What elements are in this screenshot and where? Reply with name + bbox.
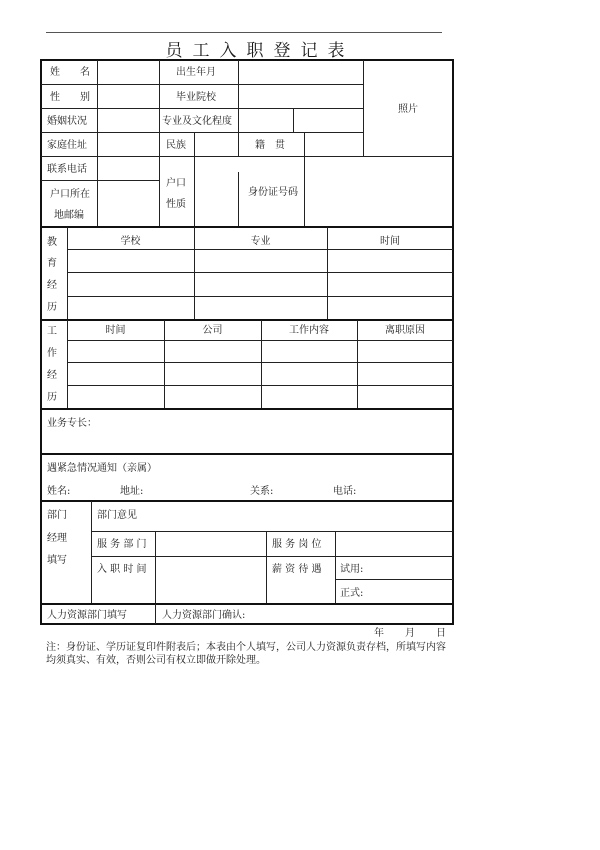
date-month: 月 <box>405 628 415 639</box>
label-school: 毕业院校 <box>176 92 216 103</box>
dept-side-2: 经理 <box>47 533 67 544</box>
edu-side-4: 历 <box>47 302 57 313</box>
row-line <box>91 556 453 557</box>
label-marital: 婚姻状况 <box>47 116 87 127</box>
edu-side-3: 经 <box>47 280 57 291</box>
work-side-2: 作 <box>47 348 57 359</box>
label-gender: 性 别 <box>50 92 90 103</box>
section-line <box>41 408 453 410</box>
emergency-heading: 遇紧急情况通知（亲属） <box>47 463 157 474</box>
row-line <box>41 180 159 181</box>
label-hr-fill: 人力资源部门填写 <box>47 610 127 621</box>
work-header-time: 时间 <box>105 325 126 336</box>
label-photo: 照片 <box>398 104 418 115</box>
col-line <box>293 108 294 132</box>
label-address: 家庭住址 <box>47 140 87 151</box>
section-line <box>41 319 453 321</box>
label-major-level: 专业及文化程度 <box>162 116 232 127</box>
col-line <box>155 604 156 624</box>
col-line <box>238 172 239 226</box>
row-line <box>67 385 453 386</box>
label-trial: 试用: <box>340 564 364 575</box>
section-line <box>41 453 453 455</box>
label-id-number: 身份证号码 <box>248 187 298 198</box>
work-header-content: 工作内容 <box>289 325 329 336</box>
col-line <box>238 60 239 132</box>
col-line <box>304 132 305 226</box>
row-line <box>41 132 363 133</box>
row-line <box>41 156 453 157</box>
emergency-relation-label: 关系: <box>250 486 274 497</box>
dept-side-3: 填写 <box>47 555 67 566</box>
row-line <box>91 531 453 532</box>
label-hukou-1: 户口所在 <box>50 189 90 200</box>
row-line <box>67 272 453 273</box>
label-service-dept: 服 务 部 门 <box>97 539 147 550</box>
label-service-post: 服 务 岗 位 <box>272 539 322 550</box>
row-line <box>41 108 363 109</box>
emergency-address-label: 地址: <box>120 486 144 497</box>
row-line <box>67 362 453 363</box>
label-skills: 业务专长： <box>47 418 97 429</box>
row-line <box>67 249 453 250</box>
row-line <box>335 579 453 580</box>
col-line <box>266 531 267 603</box>
col-line <box>159 60 160 226</box>
label-phone: 联系电话 <box>47 164 87 175</box>
label-native: 籍 贯 <box>255 140 285 151</box>
label-hukou-type-1: 户口 <box>166 178 186 189</box>
emergency-name-label: 姓名: <box>47 486 71 497</box>
header-rule <box>46 32 442 33</box>
col-line <box>194 132 195 226</box>
col-line <box>91 501 92 603</box>
col-line <box>155 531 156 603</box>
label-salary: 薪 资 待 遇 <box>272 564 322 575</box>
col-line <box>335 531 336 603</box>
col-line <box>97 60 98 226</box>
edu-side-2: 育 <box>47 258 57 269</box>
date-day: 日 <box>436 628 446 639</box>
work-header-reason: 离职原因 <box>385 325 425 336</box>
emergency-phone-label: 电话: <box>333 486 357 497</box>
dept-side-1: 部门 <box>47 510 67 521</box>
edu-header-school: 学校 <box>120 236 141 247</box>
label-entry-time: 入 职 时 间 <box>97 564 147 575</box>
work-header-company: 公司 <box>202 325 223 336</box>
row-line <box>67 296 453 297</box>
label-name: 姓 名 <box>50 67 90 78</box>
row-line <box>41 84 363 85</box>
label-birth: 出生年月 <box>176 67 216 78</box>
edu-header-major: 专业 <box>250 236 271 247</box>
edu-header-time: 时间 <box>380 236 400 247</box>
col-line <box>238 132 239 156</box>
footnote: 注：身份证、学历证复印件附表后；本表由个人填写，公司人力资源负责存档，所填写内容均须真实、有效，否则公司有权立即做开除处理。 <box>46 642 446 666</box>
label-hukou-2: 地邮编 <box>54 210 84 221</box>
col-line <box>363 60 364 156</box>
label-ethnicity: 民族 <box>166 140 186 151</box>
label-hr-confirm: 人力资源部门确认: <box>162 610 246 621</box>
section-line <box>41 603 453 605</box>
edu-side-1: 教 <box>47 237 57 248</box>
section-line <box>41 226 453 228</box>
date-year: 年 <box>374 628 384 639</box>
label-formal: 正式: <box>340 588 364 599</box>
label-hukou-type-2: 性质 <box>166 199 186 210</box>
row-line <box>67 340 453 341</box>
section-line <box>41 500 453 502</box>
form-title: 员工入职登记表 <box>165 41 355 61</box>
label-dept-opinion: 部门意见 <box>97 510 137 521</box>
work-side-4: 历 <box>47 392 57 403</box>
work-side-1: 工 <box>47 326 57 337</box>
work-side-3: 经 <box>47 370 57 381</box>
